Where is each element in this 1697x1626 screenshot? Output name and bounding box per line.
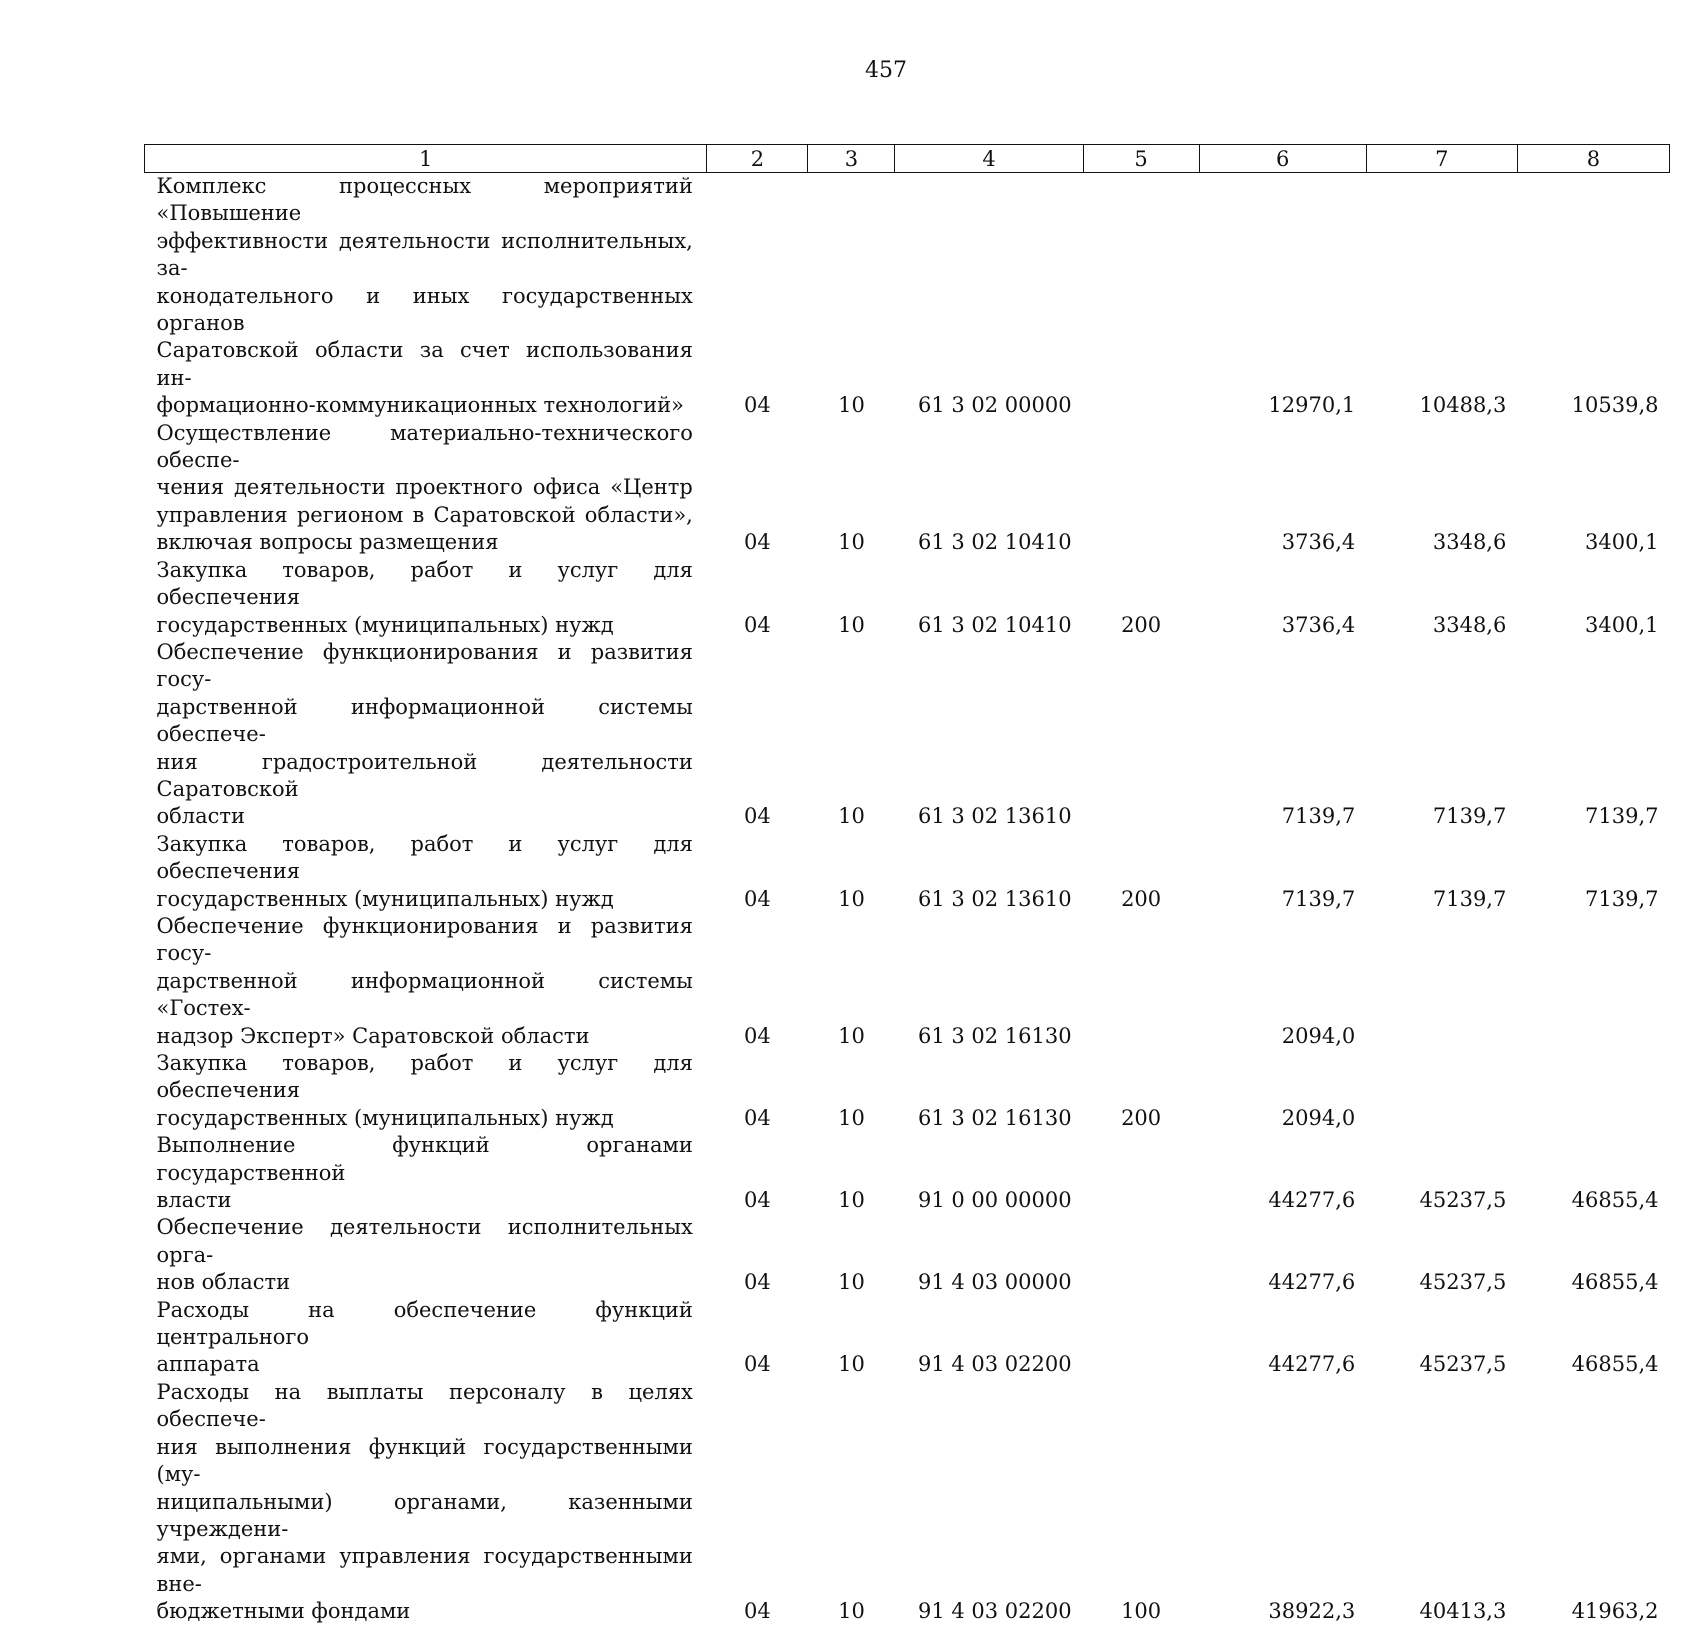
amount-cell: 7139,7: [1281, 886, 1356, 911]
expense-type-cell: 100: [1121, 1599, 1162, 1624]
table-row: [145, 913, 1670, 1050]
subsection-cell: 10: [838, 1352, 865, 1377]
amount-cell: 3400,1: [1585, 612, 1659, 637]
description-line: власти: [156, 1188, 232, 1213]
expense-type-cell: [1083, 1297, 1199, 1379]
amount-cell: 2094,0: [1281, 1105, 1356, 1130]
table-body: [145, 173, 1670, 1626]
column-header: 3: [808, 145, 895, 173]
column-header: 5: [1083, 145, 1199, 173]
expense-type-cell: [1083, 1214, 1199, 1296]
target-article-cell: 61 3 02 10410: [917, 612, 1072, 637]
description-line: эффективности деятельности исполнительных, за-: [156, 228, 693, 281]
target-article-cell: 61 3 02 13610: [917, 886, 1072, 911]
target-article-cell: 91 0 00 00000: [917, 1188, 1072, 1213]
expense-type-cell: [1083, 913, 1199, 1050]
subsection-cell: 10: [838, 1188, 865, 1213]
table-row: [145, 557, 1670, 639]
row-description: [145, 420, 707, 557]
row-description: [145, 1297, 707, 1379]
amount-cell: 45237,5: [1419, 1188, 1507, 1213]
description-line: ями, органами управления государственными вне-: [156, 1544, 693, 1596]
target-article-cell: 91 4 03 02200: [917, 1352, 1072, 1377]
target-article-cell: 61 3 02 10410: [917, 530, 1072, 555]
amount-cell: 7139,7: [1432, 886, 1507, 911]
description-line: Комплекс процессных мероприятий «Повышение: [156, 174, 693, 226]
description-line: включая вопросы размещения: [156, 530, 499, 555]
target-article-cell: 91 4 03 02200: [917, 1599, 1072, 1624]
amount-cell: 46855,4: [1571, 1188, 1659, 1213]
subsection-cell: 10: [838, 1270, 865, 1295]
subsection-cell: 10: [838, 804, 865, 829]
table-row: [145, 831, 1670, 913]
description-line: чения деятельности проектного офиса «Центр: [156, 475, 693, 500]
section-cell: 04: [744, 530, 771, 555]
amount-cell: 3348,6: [1432, 530, 1507, 555]
subsection-cell: 10: [838, 393, 865, 418]
row-description: [145, 913, 707, 1050]
section-cell: 04: [744, 1188, 771, 1213]
description-line: Расходы на обеспечение функций центрального: [156, 1297, 693, 1350]
table-header-row: [145, 145, 1670, 173]
amount-cell: 3736,4: [1281, 530, 1356, 555]
description-line: ниципальными) органами, казенными учреждени-: [156, 1489, 693, 1541]
amount-cell: 3736,4: [1281, 612, 1356, 637]
description-line: Осуществление материально-технического обеспе-: [156, 420, 693, 473]
target-article-cell: 61 3 02 16130: [917, 1023, 1072, 1048]
subsection-cell: 10: [838, 1599, 865, 1624]
amount-cell: 10488,3: [1419, 393, 1507, 418]
target-article-cell: 61 3 02 00000: [917, 393, 1072, 418]
table-row: [145, 1214, 1670, 1296]
amount-cell: [1517, 1050, 1669, 1132]
description-line: государственных (муниципальных) нужд: [156, 1105, 614, 1130]
description-line: формационно-коммуникационных технологий»: [156, 393, 684, 418]
expense-type-cell: 200: [1121, 1105, 1162, 1130]
amount-cell: 10539,8: [1571, 393, 1659, 418]
description-line: государственных (муниципальных) нужд: [156, 612, 614, 637]
description-line: дарственной информационной системы «Гостех-: [156, 968, 693, 1021]
row-description: [145, 831, 707, 913]
expense-type-cell: [1083, 173, 1199, 420]
amount-cell: 2094,0: [1281, 1023, 1356, 1048]
section-cell: 04: [744, 804, 771, 829]
section-cell: 04: [744, 1270, 771, 1295]
subsection-cell: 10: [838, 1023, 865, 1048]
description-line: области: [156, 804, 246, 829]
description-line: ния градостроительной деятельности Саратовской: [156, 749, 693, 801]
description-line: Расходы на выплаты персоналу в целях обеспече-: [156, 1379, 693, 1432]
table-row: [145, 420, 1670, 557]
amount-cell: 12970,1: [1268, 393, 1356, 418]
table-row: [145, 1050, 1670, 1132]
description-line: бюджетными фондами: [156, 1599, 411, 1624]
column-header: 6: [1199, 145, 1366, 173]
section-cell: 04: [744, 393, 771, 418]
target-article-cell: 61 3 02 16130: [917, 1105, 1072, 1130]
expense-type-cell: 200: [1121, 612, 1162, 637]
amount-cell: 7139,7: [1585, 804, 1659, 829]
amount-cell: [1517, 913, 1669, 1050]
row-description: [145, 1379, 707, 1626]
table-row: [145, 639, 1670, 831]
description-line: Закупка товаров, работ и услуг для обеспечения: [156, 1051, 693, 1103]
amount-cell: [1366, 913, 1517, 1050]
section-cell: 04: [744, 1352, 771, 1377]
description-line: конодательного и иных государственных органов: [156, 283, 693, 336]
amount-cell: 7139,7: [1281, 804, 1356, 829]
amount-cell: 46855,4: [1571, 1270, 1659, 1295]
amount-cell: 3348,6: [1432, 612, 1507, 637]
description-line: управления регионом в Саратовской области»,: [156, 502, 693, 527]
description-line: нов области: [156, 1270, 291, 1295]
row-description: [145, 1132, 707, 1214]
subsection-cell: 10: [838, 530, 865, 555]
amount-cell: 44277,6: [1268, 1352, 1356, 1377]
row-description: [145, 557, 707, 639]
description-line: Саратовской области за счет использования ин-: [156, 338, 693, 390]
table-row: [145, 1132, 1670, 1214]
description-line: Закупка товаров, работ и услуг для обеспечения: [156, 557, 693, 610]
description-line: Обеспечение функционирования и развития госу-: [156, 639, 693, 692]
section-cell: 04: [744, 612, 771, 637]
description-line: аппарата: [156, 1352, 260, 1377]
expense-type-cell: 200: [1121, 886, 1162, 911]
amount-cell: 7139,7: [1585, 886, 1659, 911]
description-line: надзор Эксперт» Саратовской области: [156, 1023, 590, 1048]
section-cell: 04: [744, 1105, 771, 1130]
description-line: Выполнение функций органами государственной: [156, 1133, 693, 1185]
amount-cell: 44277,6: [1268, 1270, 1356, 1295]
column-header: 4: [895, 145, 1083, 173]
row-description: [145, 639, 707, 831]
amount-cell: 40413,3: [1419, 1599, 1507, 1624]
subsection-cell: 10: [838, 1105, 865, 1130]
table-row: [145, 1379, 1670, 1626]
description-line: ния выполнения функций государственными (му-: [156, 1434, 693, 1487]
description-line: Закупка товаров, работ и услуг для обеспечения: [156, 831, 693, 884]
description-line: дарственной информационной системы обеспече-: [156, 694, 693, 747]
amount-cell: 41963,2: [1571, 1599, 1659, 1624]
row-description: [145, 1214, 707, 1296]
target-article-cell: 91 4 03 00000: [917, 1270, 1072, 1295]
expense-type-cell: [1083, 639, 1199, 831]
amount-cell: 45237,5: [1419, 1270, 1507, 1295]
description-line: Обеспечение деятельности исполнительных орга-: [156, 1215, 693, 1267]
amount-cell: 3400,1: [1585, 530, 1659, 555]
column-header: 2: [707, 145, 808, 173]
table-row: [145, 173, 1670, 420]
row-description: [145, 1050, 707, 1132]
description-line: государственных (муниципальных) нужд: [156, 886, 614, 911]
amount-cell: 45237,5: [1419, 1352, 1507, 1377]
section-cell: 04: [744, 886, 771, 911]
amount-cell: 46855,4: [1571, 1352, 1659, 1377]
amount-cell: 44277,6: [1268, 1188, 1356, 1213]
amount-cell: 38922,3: [1268, 1599, 1356, 1624]
subsection-cell: 10: [838, 612, 865, 637]
column-header: 1: [145, 145, 707, 173]
table-row: [145, 1297, 1670, 1379]
column-header: 8: [1517, 145, 1669, 173]
description-line: Обеспечение функционирования и развития госу-: [156, 913, 693, 966]
amount-cell: [1366, 1050, 1517, 1132]
page-number: 457: [865, 58, 907, 83]
subsection-cell: 10: [838, 886, 865, 911]
target-article-cell: 61 3 02 13610: [917, 804, 1072, 829]
section-cell: 04: [744, 1599, 771, 1624]
expense-type-cell: [1083, 1132, 1199, 1214]
row-description: [145, 173, 707, 420]
budget-table: [144, 144, 1670, 1626]
column-header: 7: [1366, 145, 1517, 173]
expense-type-cell: [1083, 420, 1199, 557]
section-cell: 04: [744, 1023, 771, 1048]
amount-cell: 7139,7: [1432, 804, 1507, 829]
